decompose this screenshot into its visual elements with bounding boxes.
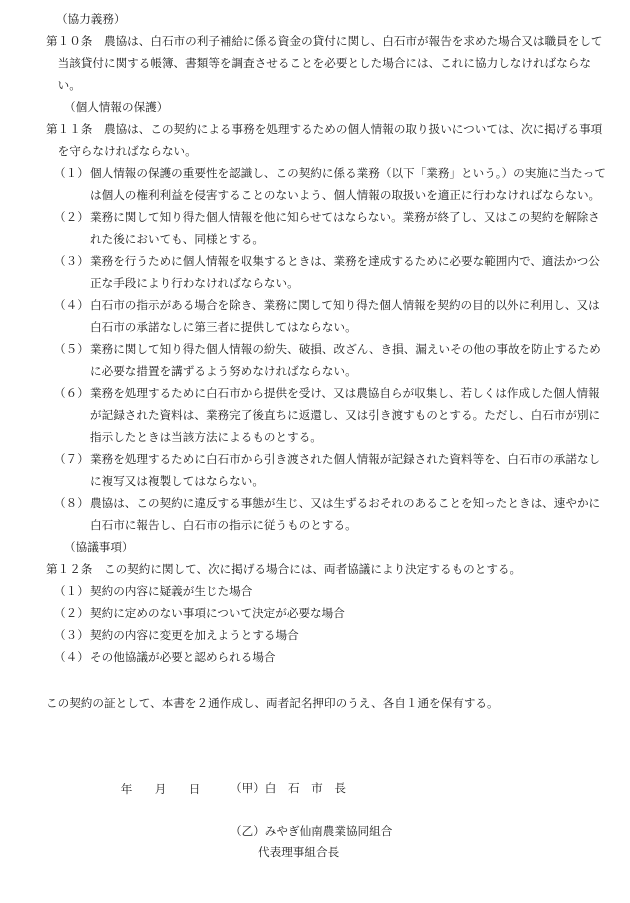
item-text: 業務を処理するために白石市から提供を受け、又は農協自らが収集し、若しくは作成した個人情報が記録された資料は、業務完了後直ちに返還し、又は引き渡すものとする。ただし、白石市が別に指示したときは当該方法によるものとする。: [90, 386, 601, 444]
party-b-representative: 代表理事組合長: [258, 845, 340, 859]
item-number: （２）: [54, 210, 89, 224]
list-item: [46, 646, 608, 668]
item-number: （１）: [54, 584, 89, 598]
item-number: （６）: [54, 386, 89, 400]
article-12-text: 第１２条 この契約に関して、次に掲げる場合には、両者協議により決定するものとする。: [46, 562, 522, 576]
article-12-items: [46, 580, 608, 668]
item-text: 個人情報の保護の重要性を認識し、この契約に係る業務（以下「業務」という。）の実施に当たっては個人の権利利益を侵害することのないよう、個人情報の取扱いを適正に行わなければならない。: [90, 166, 606, 202]
date-year: 年: [120, 782, 133, 796]
spacer: [46, 668, 608, 690]
article-11-heading: （個人情報の保護）: [64, 100, 169, 114]
list-item: [46, 382, 608, 448]
list-item: [46, 492, 608, 536]
item-number: （２）: [54, 606, 89, 620]
item-text: 契約の内容に疑義が生じた場合: [90, 584, 253, 598]
article-10-text: 第１０条 農協は、白石市の利子補給に係る資金の貸付に関し、白石市が報告を求めた場合又は職員をして当該貸付に関する帳簿、書類等を調査させることを必要とした場合には、これに協力しなければならない。: [46, 34, 603, 92]
item-text: 業務に関して知り得た個人情報を他に知らせてはならない。業務が終了し、又はこの契約を解除された後においても、同様とする。: [90, 210, 600, 246]
list-item: [46, 580, 608, 602]
item-number: （４）: [54, 650, 89, 664]
item-number: （３）: [54, 254, 89, 268]
item-number: （７）: [54, 452, 89, 466]
item-text: 白石市の指示がある場合を除き、業務に関して知り得た個人情報を契約の目的以外に利用し、又は白石市の承諾なしに第三者に提供してはならない。: [90, 298, 600, 334]
list-item: [46, 250, 608, 294]
list-item: [46, 294, 608, 338]
item-number: （４）: [54, 298, 89, 312]
party-a: （甲）白 石 市 長: [230, 781, 346, 795]
item-text: 業務を処理するために白石市から引き渡された個人情報が記録された資料等を、白石市の承諾なしに複写又は複製してはならない。: [90, 452, 601, 488]
article-11-items: [46, 162, 608, 536]
item-text: 契約の内容に変更を加えようとする場合: [90, 628, 299, 642]
item-number: （１）: [54, 166, 89, 180]
list-item: [46, 602, 608, 624]
list-item: [46, 338, 608, 382]
item-number: （５）: [54, 342, 89, 356]
item-text: その他協議が必要と認められる場合: [90, 650, 276, 664]
item-text: 契約に定めのない事項について決定が必要な場合: [90, 606, 345, 620]
article-12-heading: （協議事項）: [64, 540, 134, 554]
party-b: （乙）みやぎ仙南農業協同組合: [230, 824, 393, 838]
date-day: 日: [188, 782, 201, 796]
item-text: 業務を行うために個人情報を収集するときは、業務を達成するために必要な範囲内で、適法かつ公正な手段により行わなければならない。: [90, 254, 600, 290]
item-number: （８）: [54, 496, 89, 510]
item-number: （３）: [54, 628, 89, 642]
signature-date: [106, 756, 200, 822]
item-text: 農協は、この契約に違反する事態が生じ、又は生ずるおそれのあることを知ったときは、速やかに白石市に報告し、白石市の指示に従うものとする。: [90, 496, 601, 532]
list-item: [46, 448, 608, 492]
article-10-heading: （協力義務）: [56, 12, 126, 26]
item-text: 業務に関して知り得た個人情報の紛失、破損、改ざん、き損、漏えいその他の事故を防止するために必要な措置を講ずるよう努めなければならない。: [90, 342, 601, 378]
article-11-text: 第１１条 農協は、この契約による事務を処理するための個人情報の取り扱いについては、次に掲げる事項を守らなければならない。: [46, 122, 603, 158]
closing-statement: この契約の証として、本書を２通作成し、両者記名押印のうえ、各自１通を保有する。: [46, 696, 499, 710]
list-item: [46, 162, 608, 206]
list-item: [46, 206, 608, 250]
list-item: [46, 624, 608, 646]
date-month: 月: [154, 782, 167, 796]
